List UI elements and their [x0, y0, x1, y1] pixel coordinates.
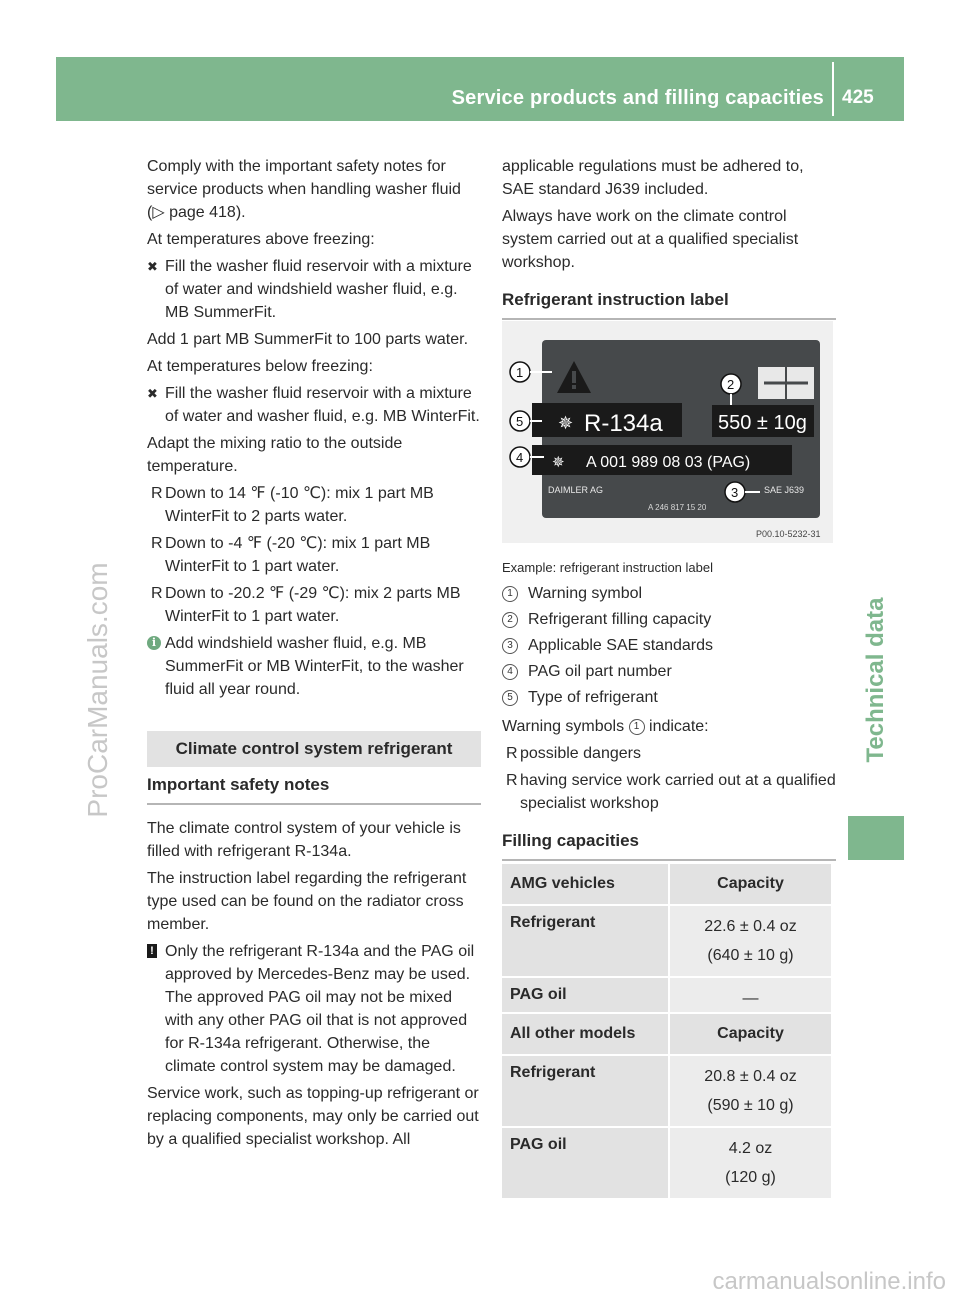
- paragraph: Add 1 part MB SummerFit to 100 parts water.: [147, 331, 469, 348]
- list-item: [502, 769, 836, 815]
- paragraph: Adapt the mixing ratio to the outside temperature.: [147, 435, 403, 475]
- table-header-cell: All other models: [501, 1013, 669, 1055]
- image-reference-text: P00.10-5232-31: [756, 529, 821, 539]
- table-row-label: Refrigerant: [501, 1055, 669, 1127]
- subheading: Refrigerant instruction label: [502, 288, 836, 320]
- callout-3-number: 3: [731, 485, 739, 500]
- legend-number: 1: [502, 586, 518, 602]
- legend-item: [502, 607, 836, 633]
- legend-text: Refrigerant filling capacity: [528, 611, 712, 628]
- legend-number: 4: [502, 664, 518, 680]
- image-caption: Example: refrigerant instruction label: [502, 560, 713, 575]
- page-title: Service products and filling capacities: [451, 87, 824, 109]
- list-item: [147, 582, 481, 628]
- table-header-row: [501, 863, 832, 905]
- side-tab-label: Technical data: [862, 597, 889, 763]
- sae-text: SAE J639: [764, 485, 805, 495]
- legend-text: Warning symbol: [528, 585, 643, 602]
- warning-symbols-line: [502, 715, 836, 738]
- warning-symbols-text: Warning symbols: [502, 718, 625, 735]
- table-header-row: [501, 1013, 832, 1055]
- table-row: [501, 1055, 832, 1127]
- value-g: (120 g): [725, 1169, 776, 1186]
- table-cell: [669, 1055, 832, 1127]
- value-oz: 22.6 ± 0.4 oz: [704, 918, 797, 935]
- table-row: [501, 905, 832, 977]
- callout-5-number: 5: [516, 414, 524, 429]
- watermark-bottom: carmanualsonline.info: [712, 1268, 946, 1295]
- instruction-step: [147, 382, 481, 428]
- step-text: Fill the washer fluid reservoir with a mixture of water and windshield washer fluid, e.g. MB SummerFit.: [165, 258, 472, 321]
- legend-number: 5: [502, 690, 518, 706]
- value-g: (640 ± 10 g): [707, 947, 794, 964]
- list-item: [502, 742, 836, 765]
- legend-text: Applicable SAE standards: [528, 637, 713, 654]
- paragraph: Always have work on the climate control system carried out at a qualified specialist workshop.: [502, 208, 799, 271]
- table-header-cell: Capacity: [669, 1013, 832, 1055]
- table-row-label: Refrigerant: [501, 905, 669, 977]
- refrigerant-type-text: R-134a: [584, 410, 663, 437]
- list-item: [147, 482, 481, 528]
- warning-icon: !: [147, 944, 157, 958]
- legend-text: PAG oil part number: [528, 663, 672, 680]
- header-divider: [832, 62, 834, 116]
- oil-can-icon: ✵: [552, 453, 565, 471]
- list-item: [147, 532, 481, 578]
- table-header-cell: AMG vehicles: [501, 863, 669, 905]
- label-illustration: [502, 321, 833, 543]
- amg-capacity-table: [500, 862, 833, 1021]
- list-item-text: possible dangers: [520, 745, 641, 762]
- bullet-icon: R: [151, 585, 163, 602]
- subheading: Filling capacities: [502, 829, 836, 861]
- bullet-icon: R: [151, 485, 163, 502]
- step-text: Fill the washer fluid reservoir with a mixture of water and washer fluid, e.g. MB WinterFit.: [165, 385, 480, 425]
- list-item-text: having service work carried out at a qualified specialist workshop: [520, 772, 836, 812]
- maker-text: DAIMLER AG: [548, 485, 604, 495]
- warning-note-text: Only the refrigerant R-134a and the PAG oil approved by Mercedes-Benz may be used. The approved PAG oil may not be mixed with any other PAG oil that is not approved for R-134a refrigerant. Otherwise, the climate control system may be damaged.: [165, 943, 475, 1075]
- bullet-icon: R: [506, 745, 518, 762]
- legend-item: [502, 633, 836, 659]
- capacity-text: 550 ± 10g: [718, 412, 807, 434]
- legend-item: [502, 659, 836, 685]
- callout-2-number: 2: [727, 377, 735, 392]
- value-oz: 20.8 ± 0.4 oz: [704, 1068, 797, 1085]
- table-header-cell: Capacity: [669, 863, 832, 905]
- watermark-side: ProCarManuals.com: [82, 562, 113, 818]
- side-tab-marker: [848, 816, 904, 860]
- snowflake-icon: ✵: [558, 413, 574, 434]
- legend-item: [502, 581, 836, 607]
- list-item-text: Down to 14 ℉ (‑10 ℃): mix 1 part MB WinterFit to 2 parts water.: [165, 485, 434, 525]
- callout-1-number: 1: [516, 365, 524, 380]
- paragraph: Service work, such as topping-up refrigerant or replacing components, may only be carried out by a qualified specialist workshop. All: [147, 1085, 479, 1148]
- section-title: Climate control system refrigerant: [147, 731, 481, 767]
- warning-note: [147, 940, 481, 1078]
- left-column: [147, 155, 481, 1155]
- legend-number: 3: [502, 638, 518, 654]
- legend-number: 2: [502, 612, 518, 628]
- paragraph: Comply with the important safety notes for service products when handling washer fluid (▷ page 418).: [147, 158, 461, 221]
- label-code-text: A 246 817 15 20: [648, 503, 707, 512]
- paragraph: At temperatures above freezing:: [147, 231, 375, 248]
- legend-text: Type of refrigerant: [528, 689, 658, 706]
- list-item-text: Down to ‑20.2 ℉ (‑29 ℃): mix 2 parts MB WinterFit to 1 part water.: [165, 585, 461, 625]
- page-number: 425: [842, 87, 874, 108]
- value-oz: 4.2 oz: [728, 1140, 773, 1157]
- info-icon: i: [147, 636, 161, 650]
- list-item-text: Down to ‑4 ℉ (‑20 ℃): mix 1 part MB WinterFit to 1 part water.: [165, 535, 431, 575]
- table-row-label: PAG oil: [501, 977, 669, 1020]
- paragraph: The climate control system of your vehicle is filled with refrigerant R-134a.: [147, 820, 461, 860]
- instruction-step: [147, 255, 481, 324]
- other-models-capacity-table: [500, 1012, 833, 1200]
- step-arrow-icon: ✖: [147, 386, 158, 401]
- legend-item: [502, 685, 836, 711]
- inline-callout-number: 1: [629, 719, 645, 735]
- info-note-text: Add windshield washer fluid, e.g. MB SummerFit or MB WinterFit, to the washer fluid all year round.: [165, 635, 464, 698]
- paragraph: applicable regulations must be adhered to, SAE standard J639 included.: [502, 158, 804, 198]
- bullet-icon: R: [506, 772, 518, 789]
- paragraph: The instruction label regarding the refrigerant type used can be found on the radiator cross member.: [147, 870, 467, 933]
- step-arrow-icon: ✖: [147, 259, 158, 274]
- subheading: Important safety notes: [147, 773, 481, 805]
- value-oz: —: [742, 990, 759, 1007]
- value-g: (590 ± 10 g): [707, 1097, 794, 1114]
- info-note: [147, 632, 481, 701]
- legend-list: [502, 581, 836, 711]
- paragraph: At temperatures below freezing:: [147, 358, 373, 375]
- table-row-label: PAG oil: [501, 1127, 669, 1199]
- part-number-text: A 001 989 08 03 (PAG): [586, 454, 751, 471]
- table-row: [501, 1127, 832, 1199]
- table-cell: [669, 1127, 832, 1199]
- right-column-top: [502, 155, 836, 332]
- right-column-bottom: [502, 548, 836, 873]
- callout-4-number: 4: [516, 450, 524, 465]
- warning-symbols-text-end: indicate:: [649, 718, 709, 735]
- bullet-icon: R: [151, 535, 163, 552]
- table-cell: [669, 905, 832, 977]
